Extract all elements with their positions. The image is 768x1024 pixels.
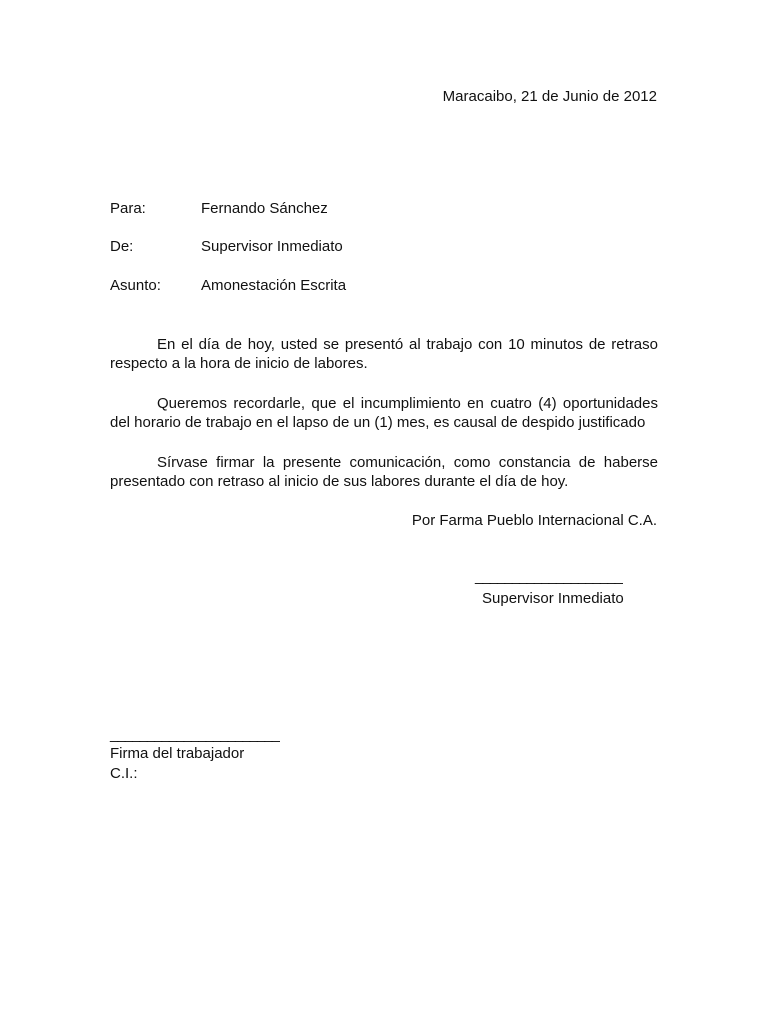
worker-signature-label: Firma del trabajador xyxy=(110,745,245,762)
place-date: Maracaibo, 21 de Junio de 2012 xyxy=(442,88,657,105)
header-to-row xyxy=(110,200,510,220)
subject-label: Asunto: xyxy=(110,277,161,294)
body-paragraph-1: En el día de hoy, usted se presentó al trabajo con 10 minutos de retraso respecto a la hora de inicio de labores. xyxy=(110,336,658,372)
supervisor-signature-line: ____________________ xyxy=(475,568,622,585)
supervisor-signature-label: Supervisor Inmediato xyxy=(482,590,624,607)
subject-value: Amonestación Escrita xyxy=(201,277,347,294)
from-label: De: xyxy=(110,238,134,255)
header-subject-row xyxy=(110,277,510,297)
worker-signature-line: _______________________ xyxy=(110,726,279,743)
header-from-row xyxy=(110,238,510,258)
to-value: Fernando Sánchez xyxy=(201,200,328,217)
from-value: Supervisor Inmediato xyxy=(201,238,343,255)
company-signoff: Por Farma Pueblo Internacional C.A. xyxy=(411,512,657,529)
body-paragraph-2: Queremos recordarle, que el incumplimiento en cuatro (4) oportunidades del horario de trabajo en el lapso de un (1) mes, es causal de despido justificado xyxy=(110,395,658,431)
worker-id-label: C.I.: xyxy=(110,765,138,782)
body-paragraph-3: Sírvase firmar la presente comunicación, como constancia de haberse presentado con retraso al inicio de sus labores durante el día de hoy. xyxy=(110,454,658,490)
to-label: Para: xyxy=(110,200,146,217)
